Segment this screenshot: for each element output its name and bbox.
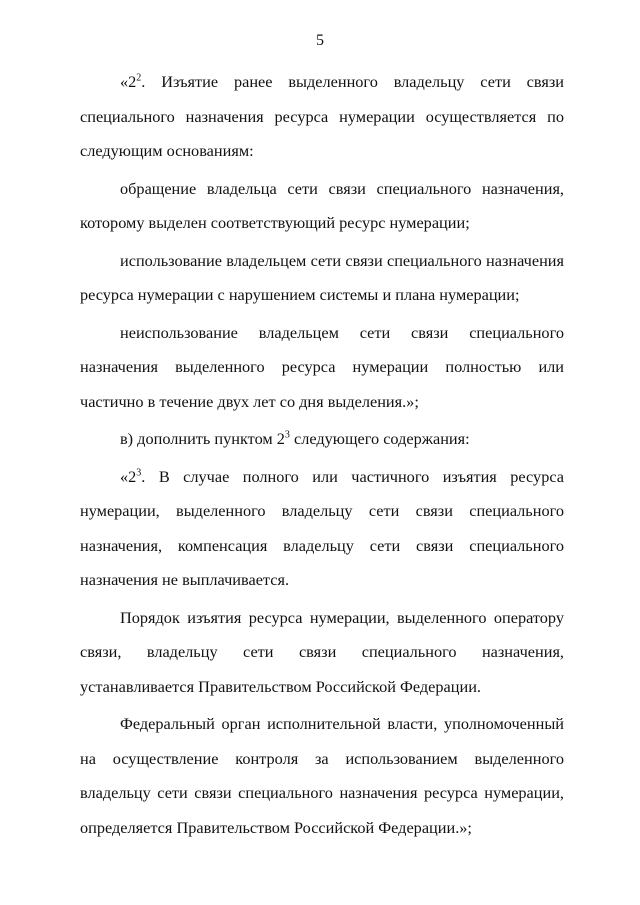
paragraph-ground-non-use: неиспользование владельцем сети связи специального назначения выделенного ресурса нумерации полностью или частично в течение двух лет со дня выделения.»; xyxy=(80,322,564,411)
paragraph-clause-2-3: «$2^3$. В случае полного или частичного изъятия ресурса нумерации, выделенного владельцу сети связи специального назначения, компенсация владельцу сети связи специального назначения не выплачивается. xyxy=(80,466,564,589)
paragraph-federal-authority: Федеральный орган исполнительной власти, уполномоченный на осуществление контроля за использованием выделенного владельцу сети связи специального назначения ресурса нумерации, определяется Правительством Российской Федерации.»; xyxy=(80,714,564,837)
document-body xyxy=(80,65,564,845)
superscript: 2 xyxy=(136,72,142,84)
paragraph-ground-violation: использование владельцем сети связи специального назначения ресурса нумерации с нарушением системы и плана нумерации; xyxy=(80,250,564,304)
paragraph-withdrawal-procedure: Порядок изъятия ресурса нумерации, выделенного оператору связи, владельцу сети связи специального назначения, устанавливается Правительством Российской Федерации. xyxy=(80,607,564,696)
superscript: 3 xyxy=(284,429,290,441)
paragraph-clause-2-2: «$2^2$. Изъятие ранее выделенного владельцу сети связи специального назначения ресурса нумерации осуществляется по следующим основаниям: xyxy=(80,72,564,160)
paragraph-ground-owner-request: обращение владельца сети связи специального назначения, которому выделен соответствующий ресурс нумерации; xyxy=(80,178,564,232)
superscript: 3 xyxy=(136,467,142,479)
paragraph-item-v: в) дополнить пунктом $2^3$ следующего содержания: xyxy=(120,429,470,448)
page-number: 5 xyxy=(316,32,324,49)
